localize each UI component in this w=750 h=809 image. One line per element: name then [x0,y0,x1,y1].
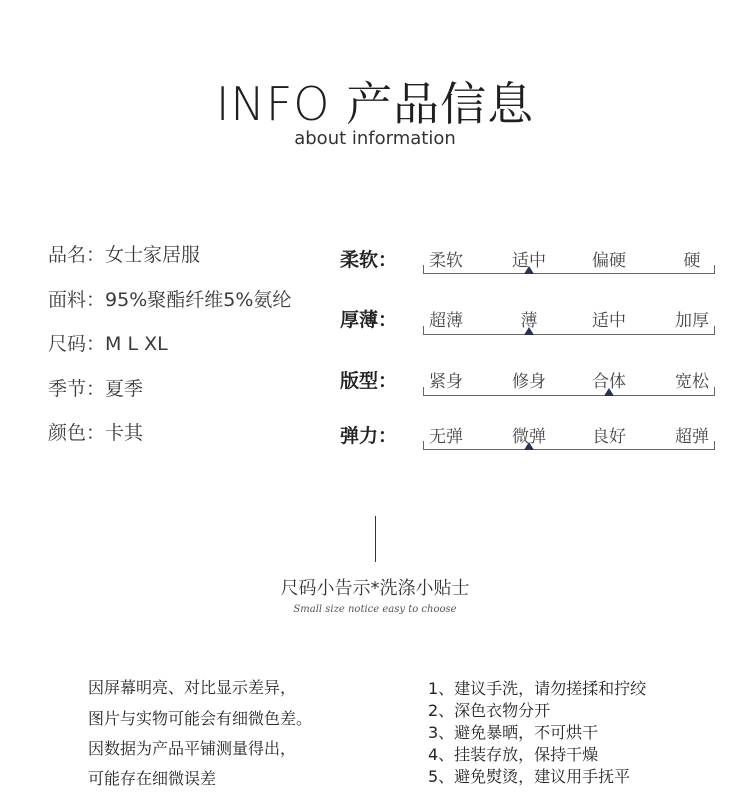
care-line: 2、深色衣物分开 [428,701,551,720]
fabric-label: 面料： [48,289,106,311]
care-line: 4、挂装存放，保持干燥 [428,745,599,764]
product-name-value: 女士家居服 [105,244,201,266]
scale-option: 超弹 [675,427,709,447]
fabric-value: 95%聚酯纤维5%氨纶 [105,289,292,311]
scale-bracket [423,387,715,396]
season-label: 季节： [48,378,106,400]
wash-title: 尺码小告示*洗涤小贴士 [280,578,470,599]
scale-option: 修身 [512,372,546,392]
divider-line [375,516,376,562]
scale-label: 柔软： [340,249,398,271]
scale-label: 弹力： [340,425,398,447]
scale-option: 硬 [683,251,701,271]
scale-option: 适中 [592,311,626,331]
scale-marker-icon [524,442,534,450]
season-value: 夏季 [105,378,144,400]
scale-option: 偏硬 [592,251,626,271]
size-value: M L XL [105,333,168,355]
page-title: INFO 产品信息 [215,77,535,131]
scale-option: 无弹 [429,427,463,447]
scale-marker-icon [524,266,534,274]
scale-option: 柔软 [429,251,463,271]
product-name-label: 品名： [48,244,106,266]
scale-option: 薄 [520,311,538,331]
scale-label: 版型： [340,370,398,392]
scale-option: 微弹 [512,427,546,447]
scale-option: 超薄 [429,311,463,331]
note-line: 因屏幕明亮、对比显示差异， [88,678,297,697]
size-label: 尺码： [48,333,106,355]
scale-marker-icon [604,388,614,396]
scale-option: 宽松 [675,372,709,392]
product-name-row [48,240,200,267]
page-subtitle: about information [294,128,456,149]
season-row [48,374,143,401]
care-line: 5、避免熨烫，建议用手抚平 [428,767,631,786]
color-value: 卡其 [105,422,144,444]
scale-option: 紧身 [429,372,463,392]
scale-option: 合体 [592,372,626,392]
fabric-row [48,285,291,312]
size-row [48,329,168,356]
scale-option: 良好 [592,427,626,447]
note-line: 可能存在细微误差 [88,769,217,788]
color-row [48,418,143,445]
scale-bracket [423,265,715,274]
scale-bracket [423,326,715,335]
scale-bracket [423,441,715,450]
wash-subtitle: Small size notice easy to choose [293,604,457,615]
note-line: 图片与实物可能会有细微色差。 [88,709,313,728]
scale-label: 厚薄： [340,309,398,331]
care-line: 3、避免暴晒，不可烘干 [428,723,599,742]
scale-option: 适中 [512,251,546,271]
color-label: 颜色： [48,422,106,444]
scale-option: 加厚 [675,311,709,331]
note-line: 因数据为产品平铺测量得出， [88,739,297,758]
scale-marker-icon [524,327,534,335]
care-line: 1、建议手洗，请勿搓揉和拧绞 [428,679,647,698]
